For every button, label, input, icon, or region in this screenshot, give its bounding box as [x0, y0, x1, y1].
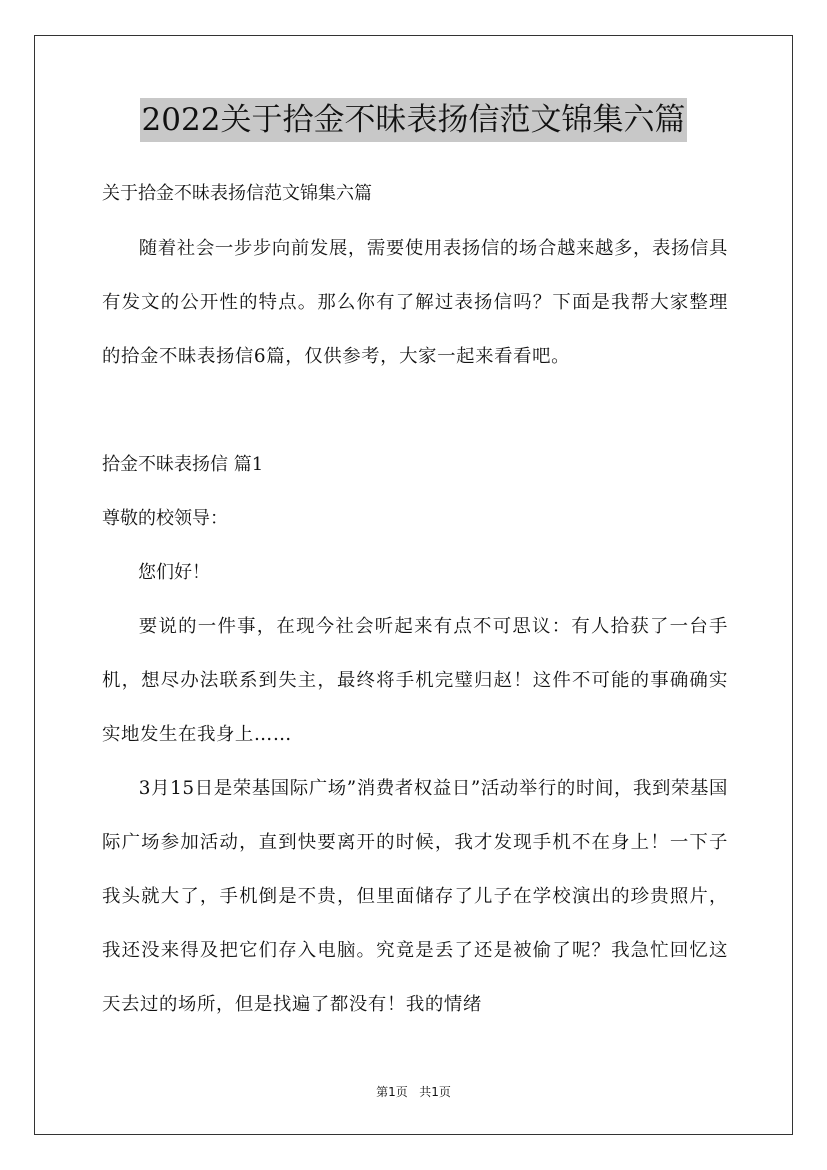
intro-paragraph: 随着社会一步步向前发展，需要使用表扬信的场合越来越多，表扬信具有发文的公开性的特点。那么你有了解过表扬信吗？下面是我帮大家整理的拾金不昧表扬信6篇，仅供参考，大家一起来看看吧。: [102, 238, 728, 367]
page-footer: [0, 1083, 827, 1100]
page-number: 第1页: [376, 1085, 408, 1099]
title-container: [0, 98, 827, 142]
page-total: 共1页: [419, 1085, 451, 1099]
paragraph-1: 要说的一件事，在现今社会听起来有点不可思议：有人拾获了一台手机，想尽办法联系到失主，最终将手机完璧归赵！这件不可能的事确确实实地发生在我身上……: [102, 616, 728, 745]
section-heading: 拾金不昧表扬信 篇1: [102, 454, 264, 475]
paragraph-2: 3月15日是荣基国际广场”消费者权益日”活动举行的时间，我到荣基国际广场参加活动，直到快要离开的时候，我才发现手机不在身上！一下子我头就大了，手机倒是不贵，但里面储存了儿子在学校演出的珍贵照片，我还没来得及把它们存入电脑。究竟是丢了还是被偷了呢？我急忙回忆这天去过的场所，但是找遍了都没有！我的情绪: [102, 778, 728, 1015]
document-subtitle: 关于拾金不昧表扬信范文锦集六篇: [102, 183, 372, 204]
greeting: 您们好！: [138, 562, 210, 583]
document-title: 2022关于拾金不昧表扬信范文锦集六篇: [140, 98, 688, 142]
salutation: 尊敬的校领导：: [102, 508, 228, 529]
